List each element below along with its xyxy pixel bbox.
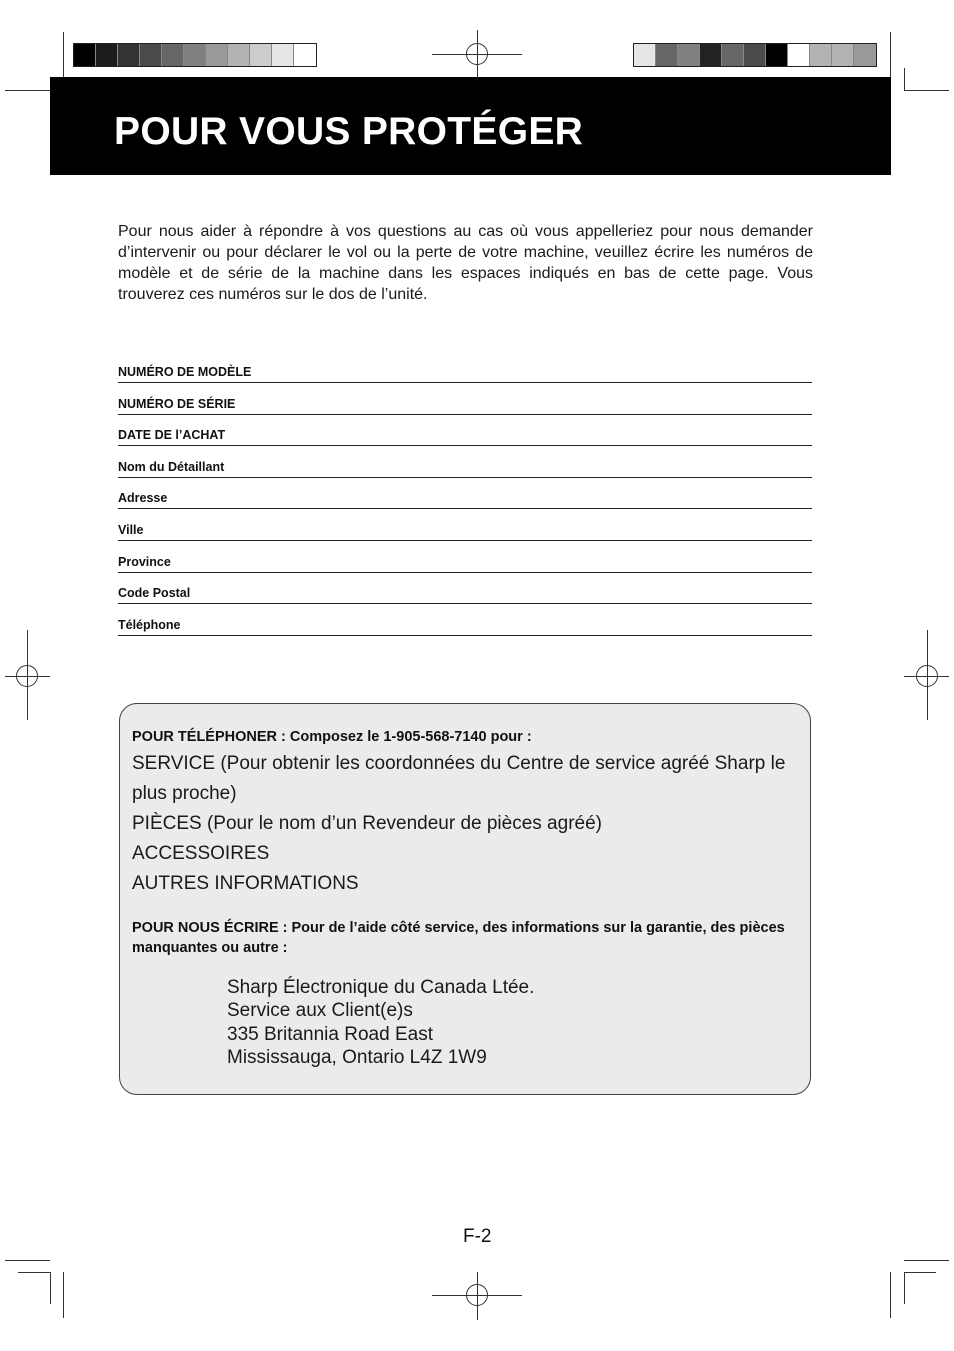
color-swatch <box>634 44 656 66</box>
registration-circle <box>16 665 38 687</box>
color-swatch <box>272 44 294 66</box>
color-swatch <box>722 44 744 66</box>
field-label: NUMÉRO DE MODÈLE <box>118 365 252 379</box>
list-item: ACCESSOIRES <box>132 843 270 864</box>
list-item: SERVICE (Pour obtenir les coordonnées du Centre de service agréé Sharp le plus proche) <box>132 753 786 804</box>
color-swatch <box>832 44 854 66</box>
color-swatch <box>250 44 272 66</box>
phone-heading: POUR TÉLÉPHONER : Composez le 1-905-568-7140 pour : <box>132 729 532 745</box>
crop-mark <box>5 1260 50 1261</box>
crop-mark <box>904 1260 949 1261</box>
crop-mark <box>904 90 949 91</box>
field-label: Ville <box>118 523 144 537</box>
field-label: DATE DE l’ACHAT <box>118 428 226 442</box>
color-swatch <box>228 44 250 66</box>
telephone-field[interactable] <box>118 617 812 636</box>
write-heading: POUR NOUS ÉCRIRE : Pour de l’aide côté service, des informations sur la garantie, des pièces manquantes ou autre : <box>132 920 785 956</box>
color-swatch <box>206 44 228 66</box>
color-swatch <box>140 44 162 66</box>
dealer-name-field[interactable] <box>118 459 812 478</box>
crop-mark <box>904 1272 905 1304</box>
city-field[interactable] <box>118 522 812 541</box>
field-label: NUMÉRO DE SÉRIE <box>118 397 236 411</box>
color-swatch <box>656 44 678 66</box>
serial-number-field[interactable] <box>118 396 812 415</box>
field-label: Code Postal <box>118 586 191 600</box>
color-swatch <box>788 44 810 66</box>
color-swatch <box>700 44 722 66</box>
address-field[interactable] <box>118 490 812 509</box>
color-swatch <box>678 44 700 66</box>
address-line: Sharp Électronique du Canada Ltée. <box>227 977 535 998</box>
field-label: Adresse <box>118 491 168 505</box>
color-swatch <box>766 44 788 66</box>
list-item: AUTRES INFORMATIONS <box>132 873 359 894</box>
mailing-address <box>227 976 534 1069</box>
registration-circle <box>916 665 938 687</box>
crop-mark <box>63 32 64 78</box>
color-swatch <box>118 44 140 66</box>
crop-mark <box>890 1272 891 1318</box>
color-swatch <box>744 44 766 66</box>
crop-mark <box>5 90 50 91</box>
grayscale-calibration-strip-right <box>633 43 877 67</box>
model-number-field[interactable] <box>118 364 812 383</box>
color-swatch <box>96 44 118 66</box>
page-title: POUR VOUS PROTÉGER <box>114 110 584 153</box>
crop-mark <box>18 1272 50 1273</box>
province-field[interactable] <box>118 554 812 573</box>
color-swatch <box>854 44 876 66</box>
purchase-date-field[interactable] <box>118 427 812 446</box>
crop-mark <box>904 68 905 90</box>
address-line: Mississauga, Ontario L4Z 1W9 <box>227 1046 487 1068</box>
color-swatch <box>74 44 96 66</box>
contact-info-box <box>119 703 811 1095</box>
crop-mark <box>63 1272 64 1318</box>
postal-code-field[interactable] <box>118 585 812 604</box>
field-label: Téléphone <box>118 618 181 632</box>
service-list <box>132 749 802 899</box>
color-swatch <box>184 44 206 66</box>
address-line: 335 Britannia Road East <box>227 1023 433 1045</box>
field-label: Province <box>118 555 171 569</box>
field-label: Nom du Détaillant <box>118 460 225 474</box>
color-swatch <box>162 44 184 66</box>
crop-mark <box>904 1272 936 1273</box>
crop-mark <box>890 32 891 78</box>
color-swatch <box>810 44 832 66</box>
header-band <box>50 77 891 175</box>
intro-paragraph: Pour nous aider à répondre à vos questions au cas où vous appelleriez pour nous demander d’intervenir ou pour déclarer le vol ou la perte de votre machine, veuillez écrire les numéros de modèle et de série de la machine dans les espaces indiqués en bas de cette page. Vous trouverez ces numéros sur le dos de l’unité. <box>118 223 813 303</box>
list-item: PIÈCES (Pour le nom d’un Revendeur de pièces agréé) <box>132 813 602 834</box>
registration-circle <box>466 1284 488 1306</box>
crop-mark <box>50 1272 51 1304</box>
address-line: Service aux Client(e)s <box>227 1000 413 1022</box>
color-swatch <box>294 44 316 66</box>
grayscale-calibration-strip-left <box>73 43 317 67</box>
page-number: F-2 <box>463 1226 492 1247</box>
registration-circle <box>466 43 488 65</box>
